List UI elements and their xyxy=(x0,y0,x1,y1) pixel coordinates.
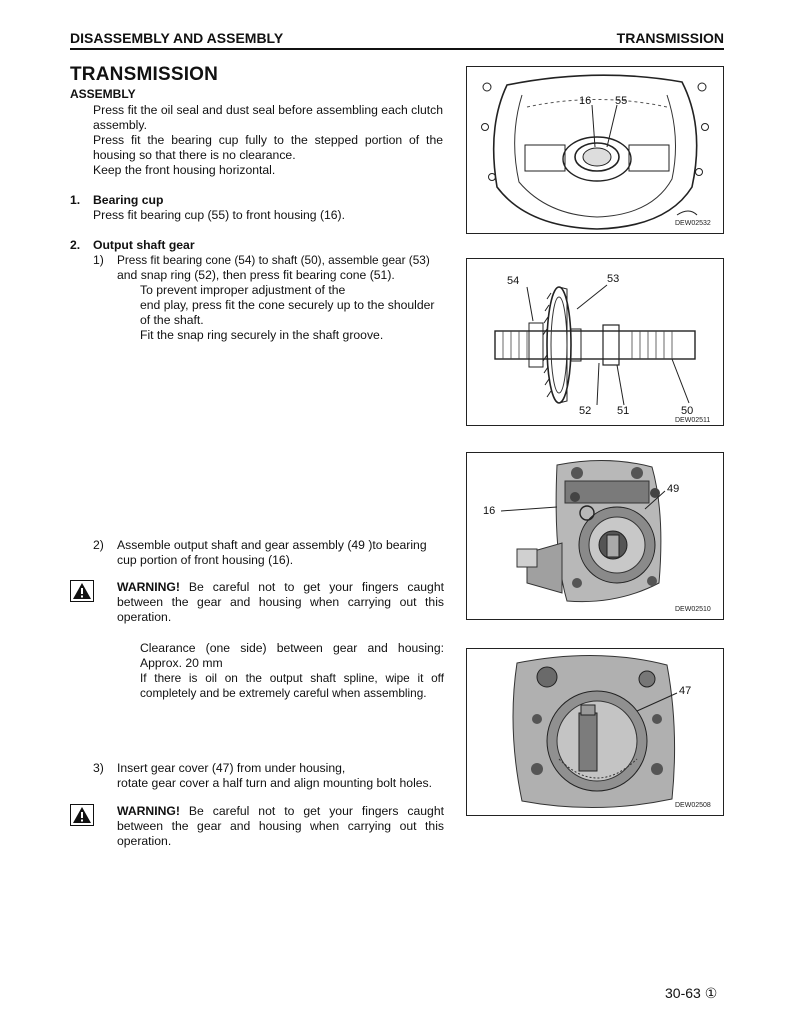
intro-line-2: Press fit the bearing cup fully to the stepped portion of the housing so that there is no clearance. xyxy=(93,133,443,162)
header-chapter: TRANSMISSION xyxy=(616,30,724,46)
substep-1-line-1: Press fit bearing cone (54) to shaft (50), assemble gear (53) xyxy=(117,253,430,267)
warning-2-text: Be careful not to get your fingers caught between the gear and housing when carrying out this operation. xyxy=(117,804,444,848)
substep-2-note-2: If there is oil on the output shaft spline, wipe it off completely and be extremely careful when assembling. xyxy=(140,671,444,700)
step-2-heading: Output shaft gear xyxy=(93,238,195,252)
figure-2-label-52: 52 xyxy=(579,405,592,417)
step-1-heading: Bearing cup xyxy=(93,193,164,207)
substep-2-note-1: Clearance (one side) between gear and housing: Approx. 20 mm xyxy=(140,641,444,670)
step-1-text: Press fit bearing cup (55) to front housing (16). xyxy=(93,208,346,222)
intro-line-3: Keep the front housing horizontal. xyxy=(93,163,276,177)
figure-3-label-16: 16 xyxy=(483,505,496,517)
figure-2-output-shaft xyxy=(466,258,724,426)
warning-2 xyxy=(117,804,444,849)
figure-3-label-49: 49 xyxy=(667,483,680,495)
figure-4-gear-cover-photo xyxy=(466,648,724,816)
substep-1-note-2: end play, press fit the cone securely up to the shoulder of the shaft. xyxy=(140,298,435,327)
warning-2-label: WARNING! xyxy=(117,804,180,818)
figure-1-drawing xyxy=(467,67,723,233)
warning-1-label: WARNING! xyxy=(117,580,180,594)
substep-1-line-2: and snap ring (52), then press fit bearing cone (51). xyxy=(117,268,395,282)
figure-1-bearing-cup xyxy=(466,66,724,234)
figure-3-drawing xyxy=(467,453,723,619)
substep-1-number: 1) xyxy=(93,253,104,267)
figure-2-label-54: 54 xyxy=(507,275,520,287)
figure-2-label-53: 53 xyxy=(607,273,620,285)
substep-3-number: 3) xyxy=(93,761,104,775)
figure-3-code: DEW02510 xyxy=(675,606,711,613)
figure-4-code: DEW02508 xyxy=(675,802,711,809)
substep-2-number: 2) xyxy=(93,538,104,552)
section-subtitle: ASSEMBLY xyxy=(70,87,136,101)
warning-icon xyxy=(70,804,94,826)
figure-1-label-55: 55 xyxy=(615,95,628,107)
figure-3-gear-assembly-photo xyxy=(466,452,724,620)
figure-2-drawing xyxy=(467,259,723,425)
page-number: 30-63 ① xyxy=(665,985,718,1001)
warning-icon xyxy=(70,580,94,602)
step-1-number: 1. xyxy=(70,193,81,207)
figure-2-code: DEW02511 xyxy=(675,417,711,424)
figure-4-label-47: 47 xyxy=(679,685,692,697)
step-2-number: 2. xyxy=(70,238,81,252)
substep-1-note-1: To prevent improper adjustment of the xyxy=(140,283,346,297)
substep-1-note-3: Fit the snap ring securely in the shaft groove. xyxy=(140,328,384,342)
warning-1-text: Be careful not to get your fingers caught between the gear and housing when carrying out this operation. xyxy=(117,580,444,624)
warning-1 xyxy=(117,580,444,625)
substep-3-line-2: rotate gear cover a half turn and align mounting bolt holes. xyxy=(117,776,433,790)
figure-2-label-50: 50 xyxy=(681,405,694,417)
page-header xyxy=(70,28,724,50)
intro-line-1: Press fit the oil seal and dust seal before assembling each clutch assembly. xyxy=(93,103,443,132)
figure-1-code: DEW02532 xyxy=(675,220,711,227)
substep-2-text: Assemble output shaft and gear assembly (49 )to bearing cup portion of front housing (16). xyxy=(117,538,427,567)
page-title: TRANSMISSION xyxy=(70,64,219,85)
header-section: DISASSEMBLY AND ASSEMBLY xyxy=(70,30,284,46)
substep-3-line-1: Insert gear cover (47) from under housing, xyxy=(117,761,346,775)
figure-4-drawing xyxy=(467,649,723,815)
figure-2-label-51: 51 xyxy=(617,405,630,417)
figure-1-label-16: 16 xyxy=(579,95,592,107)
